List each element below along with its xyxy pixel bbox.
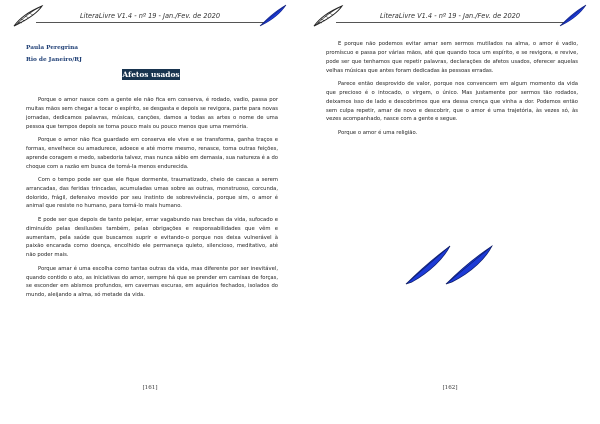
- author-location: Rio de Janeiro/RJ: [26, 57, 82, 63]
- quill-icon: [256, 4, 288, 28]
- article-body: [26, 96, 278, 305]
- quill-icon: [12, 4, 44, 28]
- page-number: [162]: [442, 385, 458, 391]
- page-number: [161]: [142, 385, 158, 391]
- paragraph: E porque não podemos evitar amar sem sermos mutilados na alma, o amor é vadio, promíscuo e passa por várias mãos, até que quando toca um espírito, e se revigora, e revive, pode ser que tenhamos que repetir palavras, declarações de afetos usados, oferecer aquelas velhas músicas que antes foram dedicadas às pessoas erradas.: [326, 41, 578, 74]
- paragraph: Parece então desprovido de valor, porque nos convencem em algum momento da vida que precioso é o intocado, o virgem, o único. Mas justamente por sermos tão rodados, deixamos isso de lado e descobrimos que era dessa crença que vinha a dor. Podemos então sem culpa repetir, amar de novo e descobrir, que o amor é uma trajetória, às vezes só, às vezes acompanhado, nasce com a gente e segue.: [326, 80, 578, 123]
- article-body: [326, 40, 578, 142]
- page-header: [312, 4, 588, 30]
- paragraph: Com o tempo pode ser que ele fique dormente, traumatizado, cheio de cascas a serem arrancadas, das feridas trincadas, acumuladas umas sobre as outras, monstruoso, corcunda, dolorido, frágil, defensivo movido por seu instinto de sobrevivência, porque sim, o amor é animal que resiste no humano, para tomá-lo mais humano.: [26, 176, 278, 210]
- paragraph: Porque o amor nasce com a gente ele não fica em conserva, é rodado, vadio, passa por muitas mãos sem chegar a tocar o espírito, se desgasta e depois se revigora, parte para novas jornadas, dedicamos palavras, músicas, canções, damos a todas as artes o nome de uma pessoa que tempos depois se toma pouco mais ou pouco menos que uma memória.: [26, 97, 278, 130]
- article-title: Afetos usados: [122, 70, 180, 79]
- feather-pen-icon: [400, 242, 500, 286]
- header-rule: [36, 22, 264, 23]
- header-rule: [336, 22, 564, 23]
- header-text: LiteraLivre V1.4 - nº 19 - Jan./Fev. de 2020: [379, 12, 521, 20]
- right-page: [300, 0, 600, 424]
- page-header: [12, 4, 288, 30]
- paragraph: Porque amar é uma escolha como tantas outras da vida, mas diferente por ser inevitável, quando contido o ato, as iniciativas do amor, sempre há que se prender em camisas de forças, se esconder em abismos profundos, em cavernas escuras, em aquários fechados, isolados do mundo, aleijando a alma, só metade da vida.: [26, 265, 278, 299]
- quill-icon: [556, 4, 588, 28]
- quill-icon: [312, 4, 344, 28]
- paragraph: E pode ser que depois de tanto pelejar, errar vagabundo nas brechas da vida, sufocado e diminuído pelas desilusões também, pelas obrigações e responsabilidades que vêm e aumentam, pela saúde que buscamos suprir e evitando-o porque nos deixa vulnerável à paixão encarada como doença, encolhido ele permaneça quieto, silencioso, meditativo, até não poder mais.: [26, 216, 278, 259]
- author-name: Paula Peregrina: [26, 45, 79, 51]
- paragraph: Porque o amor é uma religião.: [338, 129, 418, 136]
- header-text: LiteraLivre V1.4 - nº 19 - Jan./Fev. de 2020: [79, 12, 221, 20]
- paragraph: Porque o amor não fica guardado em conserva ele vive e se transforma, ganha traços e formas, envelhece ou amadurece, adoece e até morre mesmo, renasce, toma outras feições, aprende coragem e medo, sabedoria talvez, mas nunca sábio em demasia, sua natureza é a do choque com a razão em busca de tomá-la menos endurecida.: [26, 136, 278, 170]
